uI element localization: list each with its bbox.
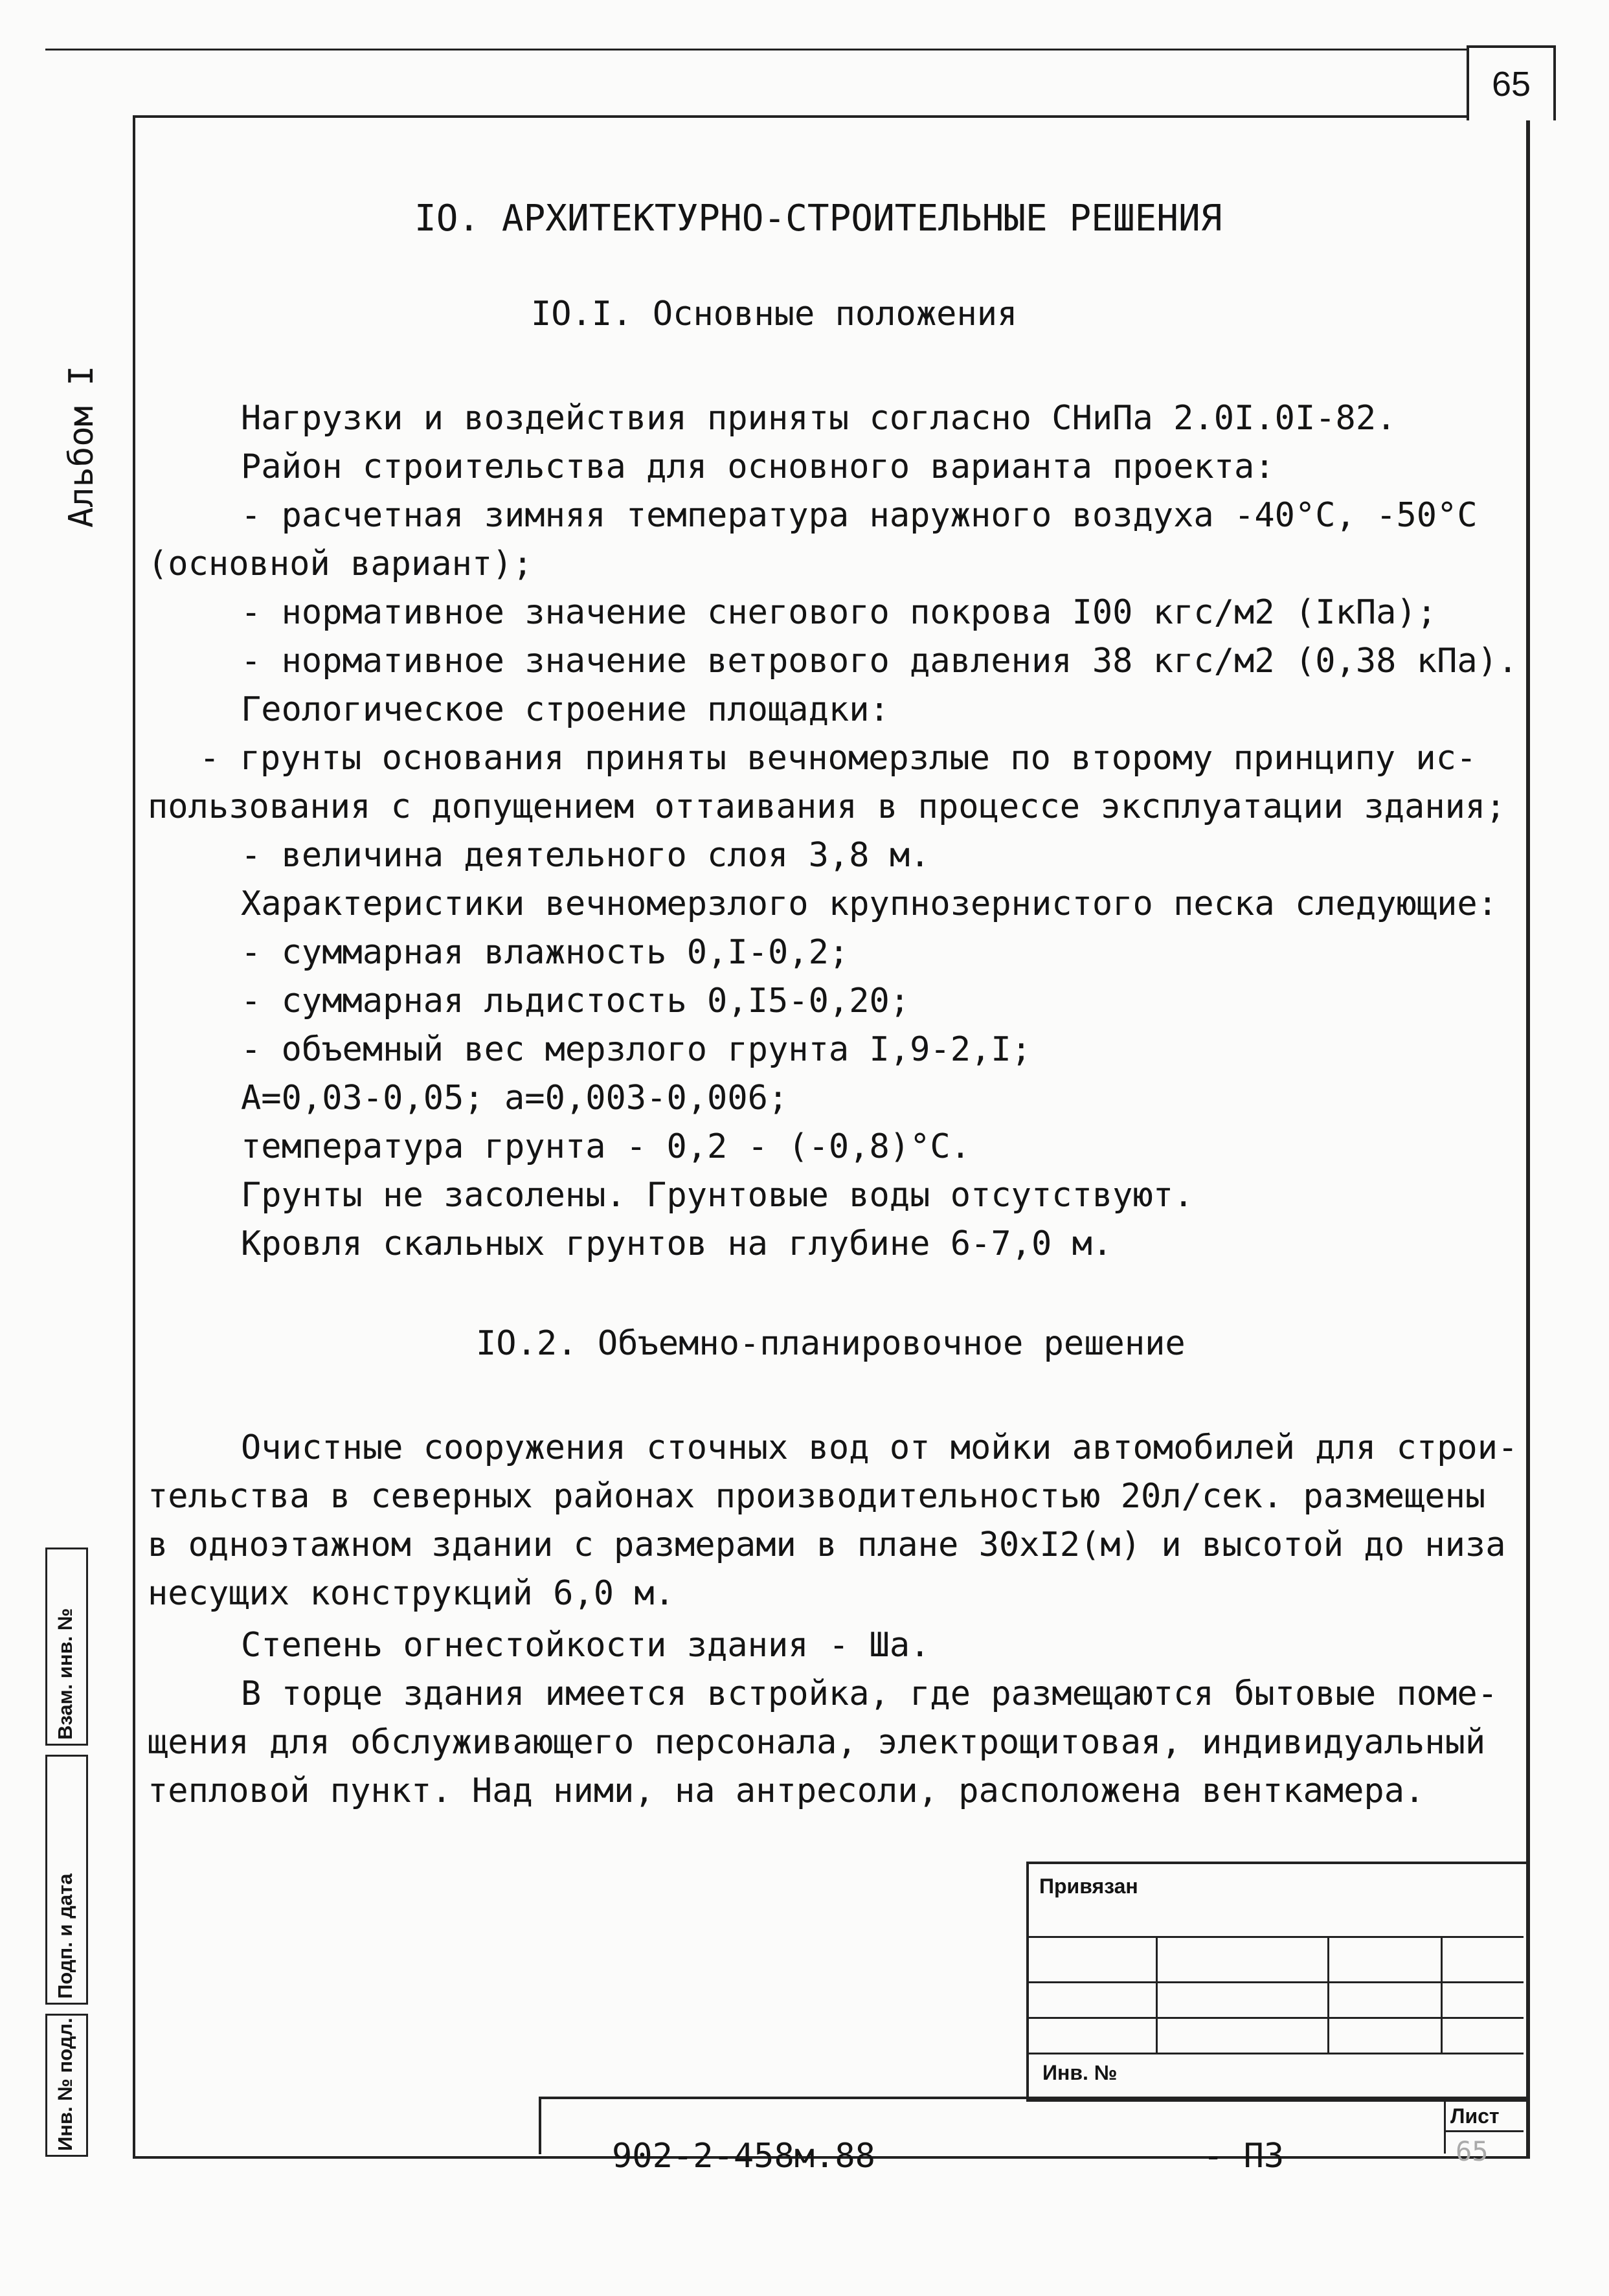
text-line: пользования с допущением оттаивания в процессе эксплуатации здания; — [148, 787, 1506, 826]
text-line: Геологическое строение площадки: — [241, 690, 890, 729]
orig-inv-field: Инв. № подл. — [45, 2014, 88, 2157]
text-line: - грунты основания приняты вечномерзлые по второму принципу ис- — [199, 739, 1477, 778]
stamp-attached-label: Привязан — [1039, 1874, 1138, 1898]
stamp-row-line — [1026, 1981, 1524, 1983]
page-number: 65 — [1467, 45, 1556, 120]
stamp-row-line — [1026, 1936, 1524, 1938]
text-line: Степень огнестойкости здания - Ша. — [241, 1626, 930, 1665]
text-line: - нормативное значение снегового покрова I00 кгс/м2 (IкПа); — [241, 593, 1437, 632]
text-line: Характеристики вечномерзлого крупнозернистого песка следующие: — [241, 884, 1498, 923]
subsection-title-2: IO.2. Объемно-планировочное решение — [476, 1324, 1186, 1363]
section-title: IO. АРХИТЕКТУРНО-СТРОИТЕЛЬНЫЕ РЕШЕНИЯ — [414, 197, 1222, 240]
sheet-box-divider — [1444, 2130, 1524, 2132]
text-line: В торце здания имеется встройка, где размещаются бытовые поме- — [241, 1674, 1498, 1713]
text-line: А=0,03-0,05; а=0,003-0,006; — [241, 1079, 789, 1118]
text-line: - расчетная зимняя температура наружного воздуха -40°С, -50°С — [241, 496, 1478, 535]
text-line: Район строительства для основного варианта проекта: — [241, 447, 1275, 486]
text-line: Очистные сооружения сточных вод от мойки автомобилей для строи- — [241, 1428, 1518, 1467]
sign-date-field: Подп. и дата — [45, 1755, 88, 2005]
text-line: - нормативное значение ветрового давления 38 кгс/м2 (0,38 кПа). — [241, 642, 1518, 681]
stamp-row-line — [1026, 2017, 1524, 2019]
doc-code: 902-2-458м.88 — [612, 2137, 875, 2176]
text-line: Грунты не засолены. Грунтовые воды отсутствуют. — [241, 1176, 1194, 1215]
stamp-col-line — [1156, 1936, 1158, 2053]
sheet-number: 65 — [1456, 2135, 1489, 2167]
stamp-row-line — [1026, 2053, 1524, 2054]
sheet-label: Лист — [1450, 2104, 1500, 2128]
text-line: - суммарная влажность 0,I-0,2; — [241, 933, 850, 972]
text-line: тепловой пункт. Над ними, на антресоли, расположена венткамера. — [148, 1772, 1425, 1810]
text-line: несущих конструкций 6,0 м. — [148, 1574, 675, 1613]
text-line: - величина деятельного слоя 3,8 м. — [241, 836, 930, 875]
text-line: - объемный вес мерзлого грунта I,9-2,I; — [241, 1030, 1031, 1069]
text-line: щения для обслуживающего персонала, электрощитовая, индивидуальный — [148, 1723, 1486, 1762]
replaced-inv-field: Взам. инв. № — [45, 1548, 88, 1746]
text-line: - суммарная льдистость 0,I5-0,20; — [241, 982, 910, 1020]
stamp-col-line — [1441, 1936, 1443, 2053]
text-line: в одноэтажном здании с размерами в плане 30xI2(м) и высотой до низа — [148, 1525, 1506, 1564]
text-line: тельства в северных районах производительностью 20л/сек. размещены — [148, 1477, 1486, 1516]
top-rule — [45, 49, 1483, 51]
text-line: Кровля скальных грунтов на глубине 6-7,0 м. — [241, 1224, 1113, 1263]
text-line: Нагрузки и воздействия приняты согласно СНиПа 2.0I.0I-82. — [241, 399, 1397, 438]
stamp-col-line — [1327, 1936, 1329, 2053]
stamp-inv-label: Инв. № — [1042, 2061, 1118, 2084]
doc-suffix: - ПЗ — [1203, 2137, 1285, 2176]
text-line: (основной вариант); — [148, 545, 533, 583]
text-line: температура грунта - 0,2 - (-0,8)°С. — [241, 1127, 971, 1166]
subsection-title-1: IO.I. Основные положения — [531, 295, 1018, 333]
